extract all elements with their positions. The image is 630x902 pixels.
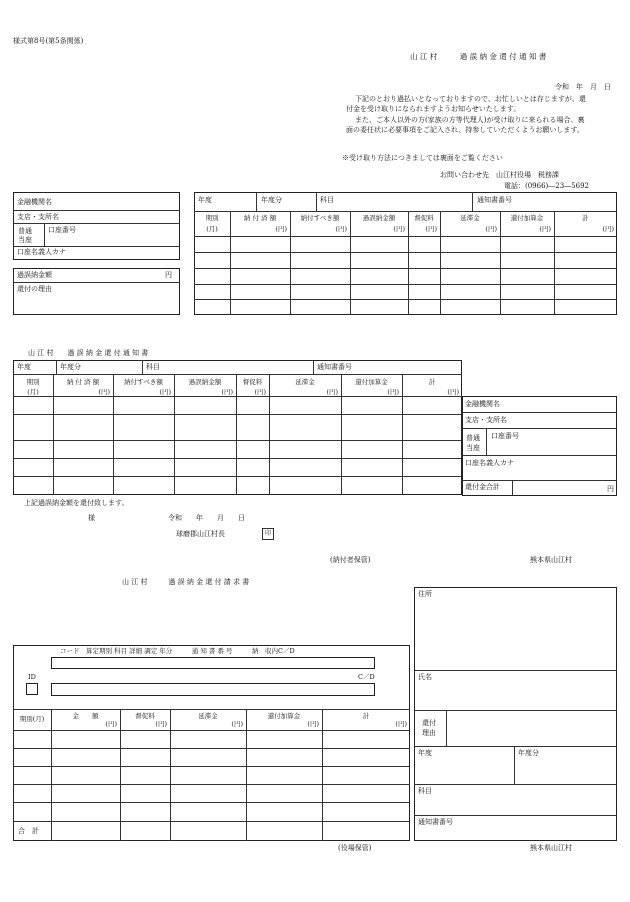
col-header: 納 付 済 額 (243, 214, 277, 222)
page-title: 山 江 村 過 誤 納 金 還 付 通 知 書 (410, 52, 547, 61)
col-header-unit: (円) (485, 225, 497, 233)
issue-date: 令和 年 月 日 (555, 83, 611, 91)
col-header: 納 付 済 額 (66, 378, 100, 386)
col-header: 督促料 (135, 712, 155, 720)
col-header-unit: (円) (98, 388, 110, 396)
applicant-box (414, 587, 617, 841)
col-header-unit: (月) (27, 388, 39, 396)
year-part-label: 年度分 (261, 196, 282, 204)
yen-unit: 円 (607, 485, 614, 493)
id-checkbox (26, 683, 38, 695)
detail-input-box (51, 683, 375, 696)
col-header: 還付加算金 (510, 214, 544, 222)
col-header-unit: (円) (307, 720, 319, 728)
overpay-amount-label: 過誤納金額 (17, 271, 52, 279)
col-header: 過誤納金額 (362, 214, 396, 222)
col-header-unit: (円) (221, 388, 233, 396)
col-header-unit: (円) (275, 225, 287, 233)
col-header: 延滞金 (198, 712, 218, 720)
item-label: 科目 (418, 787, 432, 795)
notice-number-label: 通知書番号 (317, 363, 352, 371)
col-header: 期別(月) (19, 715, 45, 723)
col-header-unit: (円) (602, 225, 614, 233)
col-header: 延滞金 (295, 378, 315, 386)
account-type-label: 当座 (466, 444, 480, 452)
name-label: 氏名 (418, 673, 432, 681)
code-row-label: コード 算定期別 科目 詳細 調定 年分 通 知 書 番 号 納 収内C／D (60, 647, 295, 655)
refund-statement: 上記過誤納金額を還付致します。 (24, 499, 129, 507)
account-type-label: 普通 (466, 434, 480, 442)
col-header: 過誤納金額 (188, 378, 222, 386)
cd-label: C／D (358, 673, 375, 681)
year-part-label: 年度分 (518, 749, 539, 757)
col-header-unit: (円) (335, 225, 347, 233)
issue-date-2: 令和 年 月 日 (168, 514, 245, 522)
form-number: 様式第8号(第5条関係) (13, 37, 84, 45)
reason-label: 還付の理由 (17, 285, 52, 293)
address-label: 住所 (418, 590, 432, 598)
year-label: 年度 (418, 749, 432, 757)
refund-total-label: 還付金合計 (465, 483, 500, 491)
col-header: 金 額 (72, 712, 99, 720)
year-part-label: 年度分 (60, 363, 81, 371)
seal-mark: 印 (262, 528, 274, 540)
body-line-4: 面の委任状に必要事項をご記入され、持参していただくようお願いします。 (346, 126, 584, 134)
col-header: 督促料 (242, 378, 263, 386)
section2-title: 山 江 村 過 誤 納 金 還 付 通 知 書 (28, 349, 149, 357)
col-header-unit: (円) (539, 225, 551, 233)
keeper-note: (納付者保管) (330, 556, 371, 564)
body-line-1: 下記のとおり過払いとなっておりますので、お忙しいとは存じますが、還 (355, 95, 586, 103)
col-header-unit: (円) (326, 388, 338, 396)
col-header: 納付すべき額 (124, 378, 163, 386)
section3-title: 山 江 村 過 誤 納 金 還 付 請 求 書 (122, 578, 250, 586)
col-header: 期別 (205, 214, 219, 222)
notice-text: ※受け取り方法につきましては裏面をご覧ください (342, 154, 503, 162)
holder-label: 口座名義人カナ (17, 248, 66, 256)
yen-unit: 円 (165, 271, 172, 279)
reason-label: 還付 (422, 719, 436, 727)
branch-label: 支店・支所名 (17, 213, 59, 221)
bank-name-label: 金融機関名 (17, 198, 52, 206)
col-header-unit: (円) (447, 388, 459, 396)
village-name: 熊本県山江村 (530, 844, 572, 852)
col-header: 計 (582, 214, 589, 222)
holder-label: 口座名義人カナ (465, 459, 514, 467)
addressee-suffix: 様 (88, 514, 95, 522)
branch-label: 支店・支所名 (465, 416, 507, 424)
account-number-label: 口座番号 (48, 226, 76, 234)
village-name: 熊本県山江村 (530, 556, 572, 564)
item-label: 科目 (146, 363, 160, 371)
col-header: 督促料 (414, 214, 434, 222)
year-label: 年度 (17, 363, 31, 371)
col-header-unit: (円) (425, 225, 437, 233)
reason-label: 理由 (422, 729, 436, 737)
col-header-unit: (円) (159, 388, 171, 396)
col-header-unit: (円) (393, 225, 405, 233)
notice-number-label: 通知書番号 (477, 196, 512, 204)
keeper-note: (役場保管) (338, 844, 372, 852)
contact-text: お問い合わせ先 山江村役場 税務課 (440, 171, 559, 179)
col-header-unit: (円) (387, 388, 399, 396)
account-type-label: 当座 (18, 236, 32, 244)
item-label: 科目 (320, 196, 334, 204)
account-number-label: 口座番号 (491, 432, 519, 440)
id-label: ID (28, 673, 36, 681)
body-line-3: また、ご本人以外の方(家族の方等代理人)が受け取りに来られる場合、裏 (355, 116, 585, 124)
col-header: 期別 (26, 378, 40, 386)
col-header-unit: (円) (395, 720, 407, 728)
col-header-unit: (月) (206, 225, 218, 233)
year-label: 年度 (198, 196, 212, 204)
col-header: 還付加算金 (267, 712, 301, 720)
col-header-unit: (円) (231, 720, 243, 728)
col-header: 納付すべき額 (300, 214, 340, 222)
col-header: 計 (428, 378, 436, 386)
body-line-2: 付金を受け取りになられますようお知らせいたします。 (346, 105, 521, 113)
mayor-label: 球磨郡山江村長 (176, 530, 225, 538)
account-type-label: 普通 (18, 227, 32, 235)
notice-number-label: 通知書番号 (418, 818, 453, 826)
col-header-unit: (円) (105, 720, 117, 728)
code-input-box (51, 657, 375, 669)
col-header: 計 (362, 712, 370, 720)
bank-name-label: 金融機関名 (465, 400, 500, 408)
col-header-unit: (円) (155, 720, 167, 728)
col-header-unit: (円) (254, 388, 266, 396)
request-table (13, 645, 410, 841)
col-header: 還付加算金 (355, 378, 388, 386)
col-header: 延滞金 (460, 214, 480, 222)
sum-label: 合 計 (18, 827, 39, 835)
phone-text: 電話：(0966)―23―5692 (504, 182, 589, 190)
